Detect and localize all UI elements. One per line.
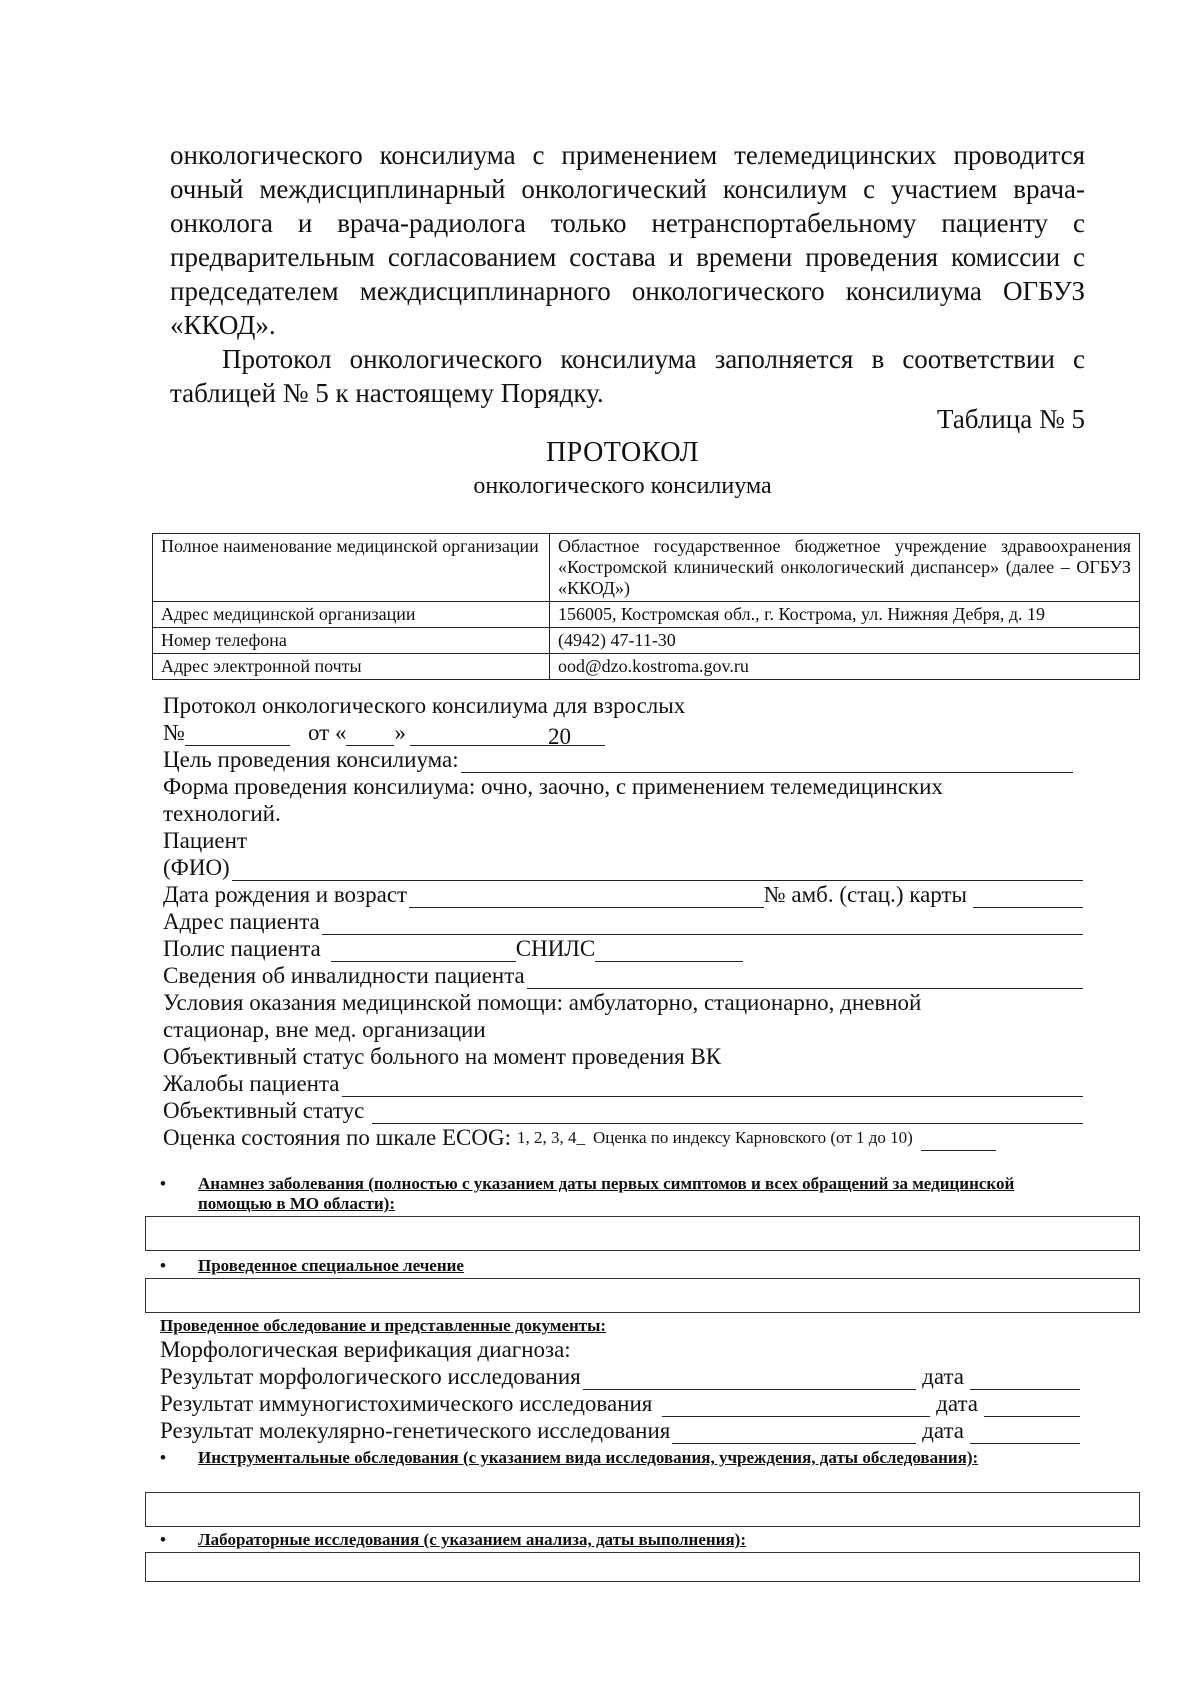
purpose-line	[163, 746, 1083, 773]
ecog-label: Оценка состояния по шкале ECOG:	[163, 1125, 511, 1150]
policy-label: Полис пациента	[163, 936, 321, 961]
objective-line	[163, 1097, 1083, 1124]
protocol-title-line	[163, 692, 1083, 719]
day-field[interactable]	[346, 723, 394, 746]
verification-section	[160, 1336, 1080, 1444]
fio-label: (ФИО)	[163, 855, 230, 880]
conditions-label-2: стационар, вне мед. организации	[163, 1017, 486, 1042]
purpose-label: Цель проведения консилиума:	[163, 747, 459, 772]
conditions-line-2	[163, 1016, 1083, 1043]
conditions-line	[163, 989, 1083, 1016]
page-subtitle: онкологического консилиума	[473, 473, 772, 499]
disability-label: Сведения об инвалидности пациента	[163, 963, 525, 988]
disability-field[interactable]	[527, 966, 1083, 989]
purpose-field[interactable]	[461, 750, 1073, 773]
org-name-value: Областное государственное бюджетное учреждение здравоохранения «Костромской клинический онкологический диспансер» (далее – ОГБУЗ «ККОД»)	[550, 534, 1140, 602]
ihc-field[interactable]	[662, 1394, 930, 1417]
card-field[interactable]	[973, 885, 1083, 908]
anamnesis-heading: Анамнез заболевания (полностью с указанием даты первых симптомов и всех обращений за медицинской помощью в МО области):	[198, 1174, 1015, 1213]
organization-table	[152, 533, 1140, 680]
karnofsky-label: Оценка по индексу Карновского (от 1 до 10)	[593, 1128, 913, 1147]
dob-label: Дата рождения и возраст	[163, 882, 408, 907]
bullet-icon: •	[160, 1530, 166, 1549]
instrumental-bullet	[160, 1448, 1060, 1468]
treatment-bullet	[160, 1256, 1060, 1276]
ihc-line	[160, 1390, 1080, 1417]
lab-field[interactable]	[145, 1552, 1140, 1582]
ecog-values: 1, 2, 3, 4_	[517, 1128, 585, 1147]
table-row	[153, 534, 1140, 602]
lab-bullet	[160, 1530, 1060, 1550]
morph-date-field[interactable]	[970, 1367, 1080, 1390]
year-prefix: 20	[547, 724, 571, 749]
patient-line	[163, 827, 1083, 854]
karnofsky-field[interactable]	[921, 1134, 996, 1151]
intro-paragraph-1: онкологического консилиума с применением телемедицинских проводится очный междисциплинарный онкологический консилиум с участием врача-онколога и врача-радиолога только нетранспортабельному пациенту с предварительным согласованием состава и времени проведения комиссии с председателем междисциплинарного онкологического консилиума ОГБУЗ «ККОД».	[170, 140, 1085, 340]
quote-close: »	[394, 720, 406, 745]
disability-line	[163, 962, 1083, 989]
ihc-date-label: дата	[936, 1391, 978, 1416]
anamnesis-bullet	[160, 1174, 1060, 1214]
status-vk-line	[163, 1043, 1083, 1070]
mol-date-field[interactable]	[970, 1421, 1080, 1444]
dob-line	[163, 881, 1083, 908]
org-address-label: Адрес медицинской организации	[153, 602, 550, 628]
format-line-2	[163, 800, 1083, 827]
instrumental-field[interactable]	[145, 1492, 1140, 1527]
table-row	[153, 628, 1140, 654]
fio-field[interactable]	[232, 858, 1083, 881]
address-field[interactable]	[322, 912, 1083, 935]
intro-paragraph-2: Протокол онкологического консилиума заполняется в соответствии с таблицей № 5 к настоящему Порядку.	[170, 344, 1085, 408]
treatment-heading: Проведенное специальное лечение	[198, 1256, 464, 1275]
mol-field[interactable]	[672, 1421, 916, 1444]
bullet-icon: •	[160, 1448, 166, 1467]
table-row	[153, 654, 1140, 680]
patient-label: Пациент	[163, 828, 248, 853]
bullet-icon: •	[160, 1256, 166, 1275]
protocol-number-field[interactable]	[185, 723, 290, 746]
intro-text	[170, 138, 1085, 410]
org-phone-label: Номер телефона	[153, 628, 550, 654]
year-field[interactable]	[571, 723, 605, 746]
mol-label: Результат молекулярно-генетического исследования	[160, 1418, 671, 1443]
table-label: Таблица № 5	[937, 404, 1085, 434]
objective-field[interactable]	[372, 1101, 1083, 1124]
morph-label: Результат морфологического исследования	[160, 1364, 581, 1389]
conditions-label: Условия оказания медицинской помощи: амбулаторно, стационарно, дневной	[163, 990, 922, 1015]
month-field[interactable]	[410, 723, 548, 746]
status-vk-label: Объективный статус больного на момент проведения ВК	[163, 1044, 722, 1069]
mol-date-label: дата	[922, 1418, 964, 1443]
complaints-label: Жалобы пациента	[163, 1071, 340, 1096]
lab-heading: Лабораторные исследования (с указанием анализа, даты выполнения):	[198, 1530, 746, 1549]
morph-date-label: дата	[922, 1364, 964, 1389]
protocol-number-line	[163, 719, 1083, 749]
anamnesis-field[interactable]	[145, 1216, 1140, 1251]
address-line	[163, 908, 1083, 935]
protocol-form	[163, 692, 1083, 1151]
card-label: № амб. (стац.) карты	[763, 882, 967, 907]
fio-line	[163, 854, 1083, 881]
snils-field[interactable]	[595, 939, 743, 962]
format-label-2: технологий.	[163, 801, 281, 826]
mol-line	[160, 1417, 1080, 1444]
format-line	[163, 773, 1083, 800]
format-label: Форма проведения консилиума: очно, заочно, с применением телемедицинских	[163, 774, 943, 799]
ihc-date-field[interactable]	[984, 1394, 1080, 1417]
morph-verif-label: Морфологическая верификация диагноза:	[160, 1337, 571, 1362]
complaints-line	[163, 1070, 1083, 1097]
address-label: Адрес пациента	[163, 909, 320, 934]
snils-label: СНИЛС	[515, 936, 596, 961]
ihc-label: Результат иммуногистохимического исследования	[160, 1391, 653, 1416]
number-label: №	[163, 720, 185, 745]
from-label: от «	[307, 720, 347, 745]
protocol-title: Протокол онкологического консилиума для взрослых	[163, 693, 686, 718]
page-title: ПРОТОКОЛ	[545, 437, 700, 468]
complaints-field[interactable]	[342, 1074, 1083, 1097]
instrumental-heading: Инструментальные обследования (с указанием вида исследования, учреждения, даты обследования):	[198, 1448, 979, 1467]
org-email-value: ood@dzo.kostroma.gov.ru	[550, 654, 1140, 680]
org-phone-value: (4942) 47-11-30	[550, 628, 1140, 654]
morph-field[interactable]	[583, 1367, 916, 1390]
morph-line	[160, 1363, 1080, 1390]
policy-field[interactable]	[331, 939, 516, 962]
policy-line	[163, 935, 1083, 962]
ecog-line	[163, 1124, 1083, 1151]
table-row	[153, 602, 1140, 628]
treatment-field[interactable]	[145, 1278, 1140, 1313]
morph-verif-line	[160, 1336, 1080, 1363]
bullet-icon: •	[160, 1174, 166, 1193]
exam-header: Проведенное обследование и представленные документы:	[160, 1316, 607, 1335]
org-address-value: 156005, Костромская обл., г. Кострома, ул. Нижняя Дебря, д. 19	[550, 602, 1140, 628]
objective-label: Объективный статус	[163, 1098, 365, 1123]
org-name-label: Полное наименование медицинской организации	[153, 534, 550, 602]
org-email-label: Адрес электронной почты	[153, 654, 550, 680]
dob-field[interactable]	[409, 885, 764, 908]
